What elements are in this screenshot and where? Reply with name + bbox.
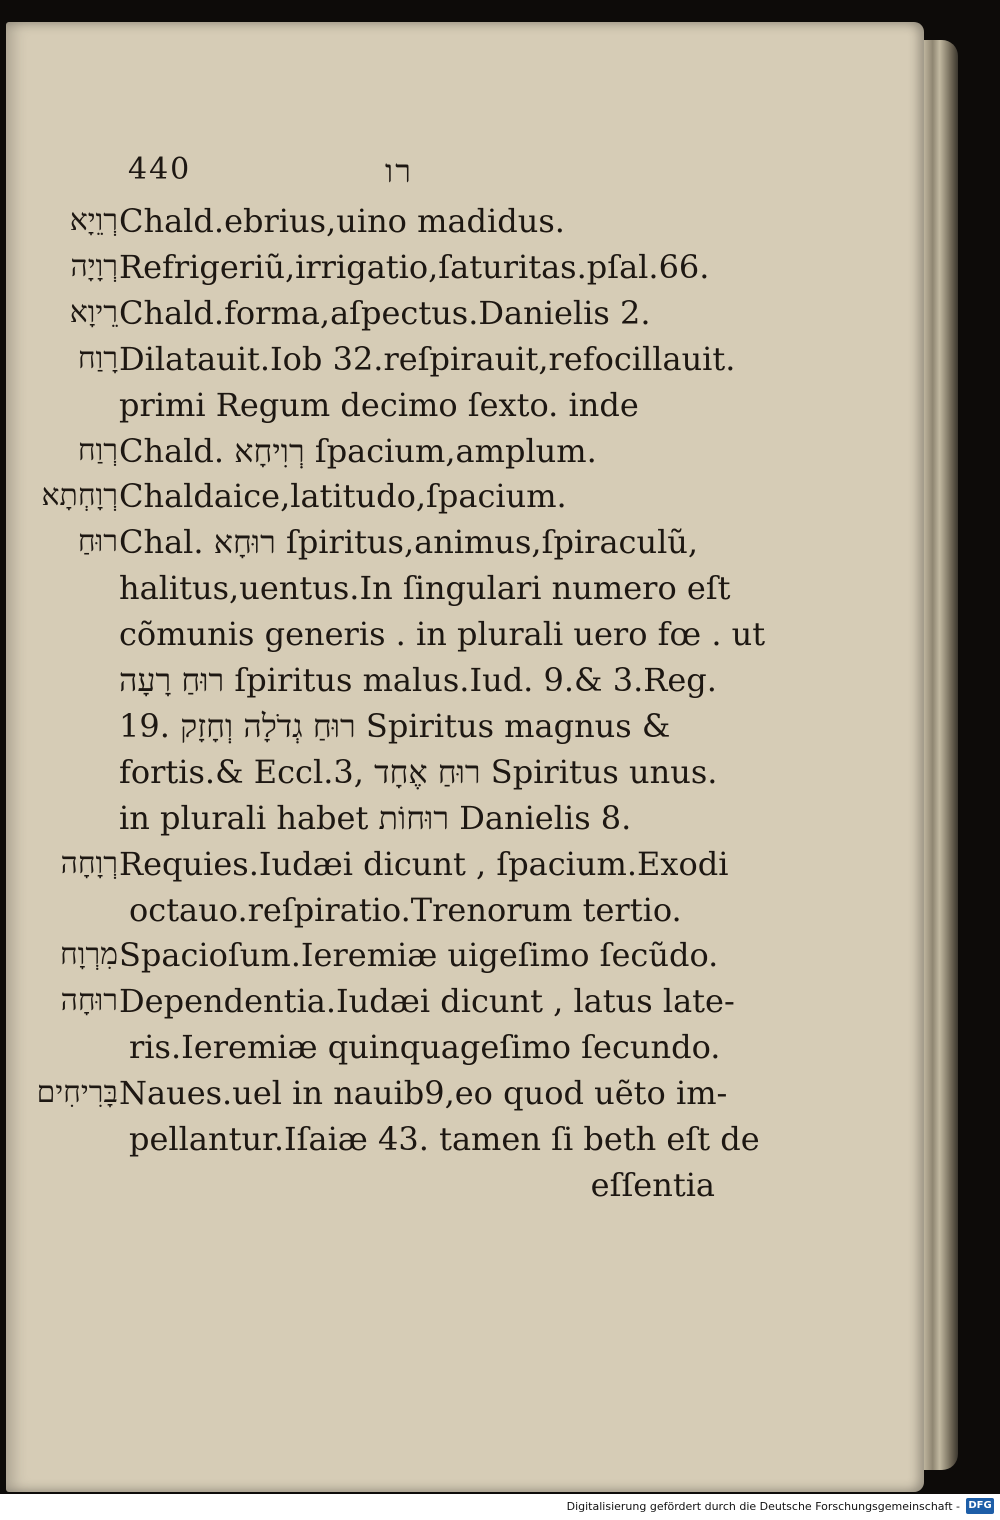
entry-line <box>0 750 1000 794</box>
latin-text: 19. <box>119 706 181 745</box>
latin-text: in plurali habet <box>119 798 379 837</box>
entry-text <box>119 520 698 564</box>
entry-line <box>0 199 1000 243</box>
inline-hebrew: רוּחַ אֶחָד <box>374 752 481 791</box>
inline-hebrew: רוּחַ רָעָה <box>119 661 225 699</box>
digitization-footer <box>0 1494 1000 1520</box>
entry-line <box>0 429 1000 473</box>
entry-text <box>119 658 717 702</box>
entry-text <box>129 1117 760 1161</box>
latin-text: pellantur.Iſaiæ 43. tamen ſi beth eſt de <box>129 1120 760 1158</box>
entry-text <box>119 245 709 289</box>
latin-text: cõmunis generis . in plurali uero fœ . ut <box>119 615 766 654</box>
latin-text: Refrigeriũ,irrigatio,ſaturitas.pſal.66. <box>119 247 710 286</box>
latin-text: Dilatauit.Iob 32.reſpirauit,refocillauit. <box>119 339 736 378</box>
entry-line <box>0 842 1000 886</box>
entry-line <box>0 1117 1000 1161</box>
page-number: 440 <box>128 152 192 187</box>
entry-text <box>129 1025 720 1069</box>
entry-line <box>0 658 1000 702</box>
entry-text <box>119 337 735 381</box>
entry-line <box>0 612 1000 656</box>
running-head: רו <box>385 152 413 190</box>
entry-text <box>119 566 731 610</box>
latin-text: Requies.Iudæi dicunt , ſpacium.Exodi <box>119 844 729 883</box>
entry-line <box>0 933 1000 977</box>
latin-text: Danielis 8. <box>449 798 632 837</box>
entry-line <box>0 383 1000 427</box>
entry-line <box>0 796 1000 840</box>
entry-line <box>0 1025 1000 1069</box>
inline-hebrew: רְוִיחָא <box>234 431 305 470</box>
catchword: eſſentia <box>590 1165 715 1204</box>
entry-line <box>0 704 1000 748</box>
latin-text: ſpiritus malus.Iud. 9.& 3.Reg. <box>224 661 717 699</box>
latin-text: Chald. <box>119 431 235 470</box>
latin-text: Dependentia.Iudæi dicunt , latus late- <box>119 982 735 1021</box>
entry-text <box>119 796 631 840</box>
entry-text <box>119 612 765 656</box>
entry-line <box>0 979 1000 1023</box>
entry-text <box>119 750 717 794</box>
entry-headword: רְוַח <box>77 432 118 468</box>
latin-text: ſpacium,amplum. <box>304 431 597 470</box>
entry-text <box>119 979 735 1023</box>
inline-hebrew: רוּחוֹת <box>378 798 450 837</box>
entry-headword: רָוַח <box>77 340 118 376</box>
footer-credit: Digitalisierung gefördert durch die Deutsche Forschungsgemeinschaft - <box>566 1500 960 1513</box>
latin-text: halitus,uentus.In ſingulari numero eſt <box>119 569 731 608</box>
entry-text <box>119 933 718 977</box>
latin-text: fortis.& Eccl.3, <box>119 752 375 791</box>
entry-headword: רוּחָה <box>60 983 118 1019</box>
entry-line <box>0 566 1000 610</box>
entry-text <box>119 199 565 243</box>
entry-text <box>129 888 682 932</box>
entry-line <box>0 888 1000 932</box>
dfg-logo: DFG <box>966 1498 994 1514</box>
entry-headword: רְוָיָה <box>70 248 118 284</box>
latin-text: Spiritus unus. <box>480 752 718 791</box>
entry-headword: בָּרִיחִים <box>36 1075 118 1111</box>
entry-headword: רְוָחְתָא <box>41 478 118 514</box>
latin-text: Chald.ebrius,uino madidus. <box>119 202 565 240</box>
catchword-row <box>0 1163 1000 1207</box>
entry-headword: רְוֵיָא <box>69 203 118 238</box>
entry-text <box>119 429 597 473</box>
entry-text <box>119 704 670 748</box>
entry-text <box>119 842 728 886</box>
latin-text: Chaldaice,latitudo,ſpacium. <box>119 477 567 516</box>
entry-headword: רֵיוָא <box>69 294 118 330</box>
entry-text <box>119 474 567 518</box>
latin-text: Chald.forma,aſpectus.Danielis 2. <box>119 293 651 332</box>
entry-line <box>0 337 1000 381</box>
entry-headword: מִרְוָח <box>60 937 118 973</box>
entry-text <box>119 383 639 427</box>
entry-line <box>0 1071 1000 1115</box>
latin-text: ſpiritus,animus,ſpiraculũ, <box>275 523 699 562</box>
latin-text: octauo.reſpiratio.Trenorum tertio. <box>129 890 682 929</box>
latin-text: primi Regum decimo ſexto. inde <box>119 385 639 424</box>
entry-line <box>0 291 1000 335</box>
entry-headword: רְוָחָה <box>60 845 118 881</box>
entry-text <box>119 1071 727 1115</box>
entry-line <box>0 474 1000 518</box>
entry-text <box>119 291 651 335</box>
latin-text: Spacioſum.Ieremiæ uigeſimo ſecũdo. <box>119 936 719 975</box>
latin-text: Chal. <box>119 523 214 562</box>
inline-hebrew: רוּחָא <box>213 523 276 562</box>
latin-text: Spiritus magnus & <box>355 706 671 745</box>
inline-hebrew: רוּחַ גְדֹלָה וְחָזָק <box>180 706 356 745</box>
entry-line <box>0 245 1000 289</box>
entry-headword: רוּחַ <box>77 524 118 560</box>
latin-text: ris.Ieremiæ quinquageſimo ſecundo. <box>129 1028 721 1067</box>
latin-text: Naues.uel in nauib9,eo quod uẽto im- <box>119 1074 728 1113</box>
entry-line <box>0 520 1000 564</box>
